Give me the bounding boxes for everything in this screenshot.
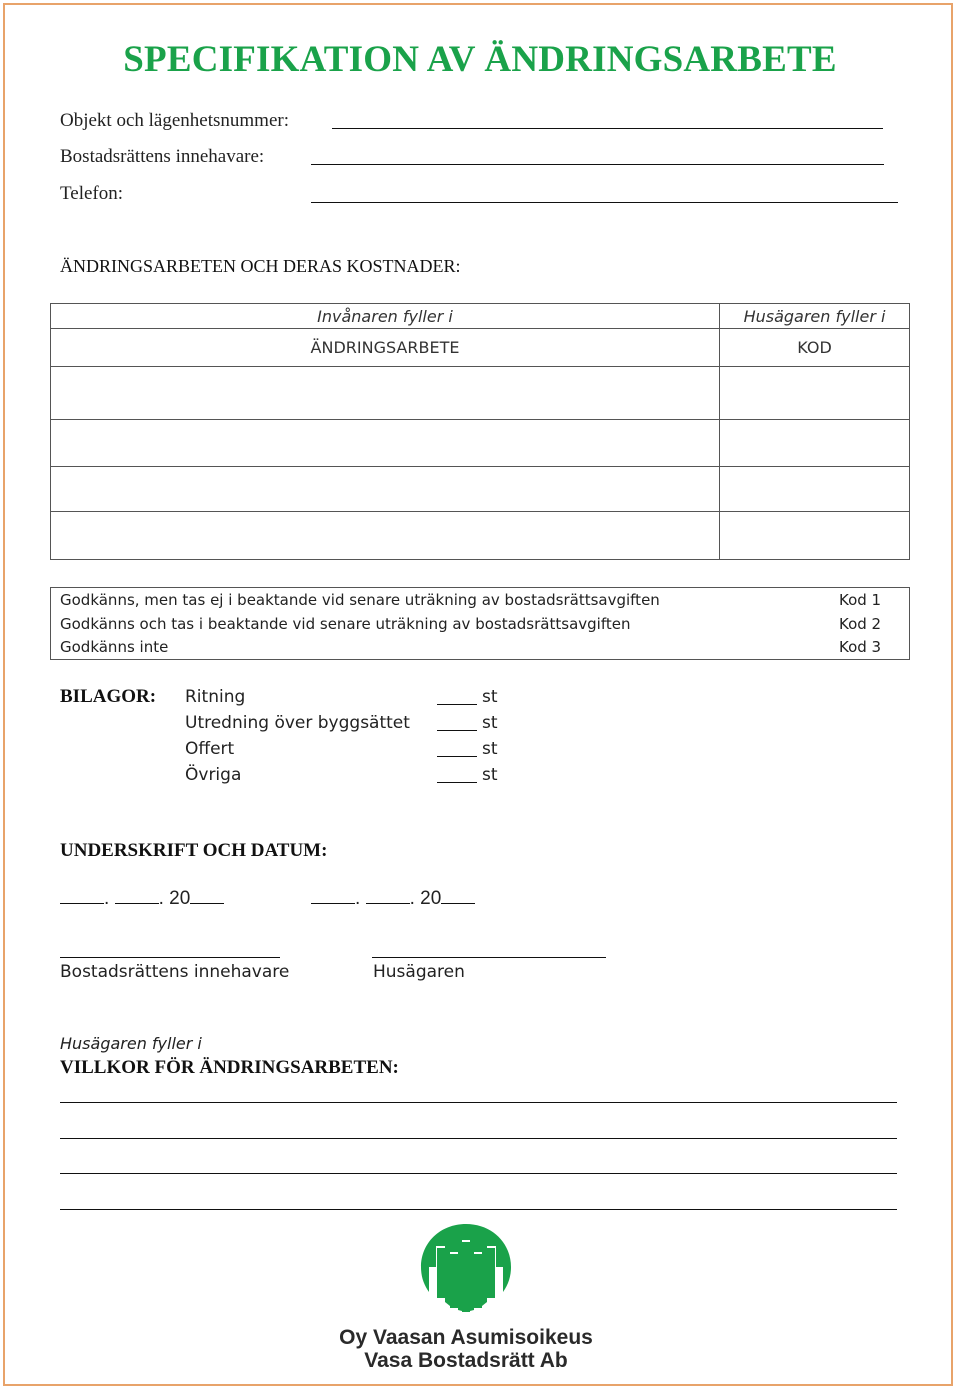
codes-table: [50, 587, 910, 660]
attachment-item: Utredning över byggsättet: [185, 713, 410, 733]
company-name-sv: Vasa Bostadsrätt Ab: [364, 1349, 568, 1372]
attachment-item: Offert: [185, 739, 235, 759]
company-name-fi: Oy Vaasan Asumisoikeus: [339, 1326, 593, 1349]
changes-heading: ÄNDRINGSARBETEN OCH DERAS KOSTNADER:: [60, 256, 461, 276]
attachment-unit: st: [482, 687, 498, 707]
code-description: Godkänns, men tas ej i beaktande vid senare uträkning av bostadsrättsavgiften: [51, 588, 832, 612]
attachment-count-field[interactable]: [437, 756, 477, 757]
code-label: Kod 3: [831, 636, 910, 660]
code-label: Kod 1: [831, 588, 910, 612]
date-holder[interactable]: . . 20: [60, 888, 224, 910]
holder-signature-line[interactable]: [60, 957, 280, 958]
attachment-item: Övriga: [185, 765, 242, 785]
object-field[interactable]: [332, 128, 883, 129]
attachment-unit: st: [482, 739, 498, 759]
phone-field[interactable]: [311, 202, 898, 203]
code-description: Godkänns inte: [51, 636, 832, 660]
attachment-count-field[interactable]: [437, 704, 477, 705]
date-day-blank[interactable]: [60, 889, 104, 904]
date-year-blank[interactable]: [190, 889, 224, 904]
code-cell[interactable]: [720, 420, 910, 467]
holder-signature-label: Bostadsrättens innehavare: [60, 962, 290, 982]
change-cell[interactable]: [51, 367, 720, 420]
code-cell[interactable]: [720, 512, 910, 560]
date-year-blank[interactable]: [441, 889, 475, 904]
attachment-count-field[interactable]: [437, 782, 477, 783]
conditions-line[interactable]: [60, 1102, 897, 1103]
date-owner[interactable]: . . 20: [311, 888, 475, 910]
changes-table: [50, 303, 910, 560]
date-month-blank[interactable]: [115, 889, 159, 904]
conditions-note: Husägaren fyller i: [60, 1034, 202, 1053]
attachment-unit: st: [482, 713, 498, 733]
date-year-prefix: 20: [169, 888, 191, 909]
attachments-label: BILAGOR:: [60, 686, 157, 707]
conditions-line[interactable]: [60, 1209, 897, 1210]
page-title: SPECIFIKATION AV ÄNDRINGSARBETE: [123, 39, 837, 80]
holder-field[interactable]: [311, 164, 884, 165]
conditions-line[interactable]: [60, 1173, 897, 1174]
holder-label: Bostadsrättens innehavare:: [60, 146, 265, 167]
code-cell[interactable]: [720, 467, 910, 512]
object-label: Objekt och lägenhetsnummer:: [60, 110, 289, 131]
code-description: Godkänns och tas i beaktande vid senare uträkning av bostadsrättsavgiften: [51, 612, 832, 636]
change-cell[interactable]: [51, 467, 720, 512]
col1-header: ÄNDRINGSARBETE: [51, 329, 720, 367]
company-name: [0, 1326, 932, 1372]
company-logo-icon: [418, 1222, 514, 1314]
change-cell[interactable]: [51, 512, 720, 560]
date-day-blank[interactable]: [311, 889, 355, 904]
conditions-heading: VILLKOR FÖR ÄNDRINGSARBETEN:: [60, 1057, 399, 1078]
code-label: Kod 2: [831, 612, 910, 636]
change-cell[interactable]: [51, 420, 720, 467]
owner-signature-line[interactable]: [372, 957, 606, 958]
date-month-blank[interactable]: [366, 889, 410, 904]
conditions-line[interactable]: [60, 1138, 897, 1139]
date-year-prefix: 20: [420, 888, 442, 909]
col2-header: KOD: [720, 329, 910, 367]
col1-note: Invånaren fyller i: [51, 304, 720, 329]
code-cell[interactable]: [720, 367, 910, 420]
owner-signature-label: Husägaren: [373, 962, 465, 982]
attachment-unit: st: [482, 765, 498, 785]
phone-label: Telefon:: [60, 183, 124, 204]
attachment-item: Ritning: [185, 687, 246, 707]
attachment-count-field[interactable]: [437, 730, 477, 731]
signature-heading: UNDERSKRIFT OCH DATUM:: [60, 840, 328, 861]
col2-note: Husägaren fyller i: [720, 304, 910, 329]
